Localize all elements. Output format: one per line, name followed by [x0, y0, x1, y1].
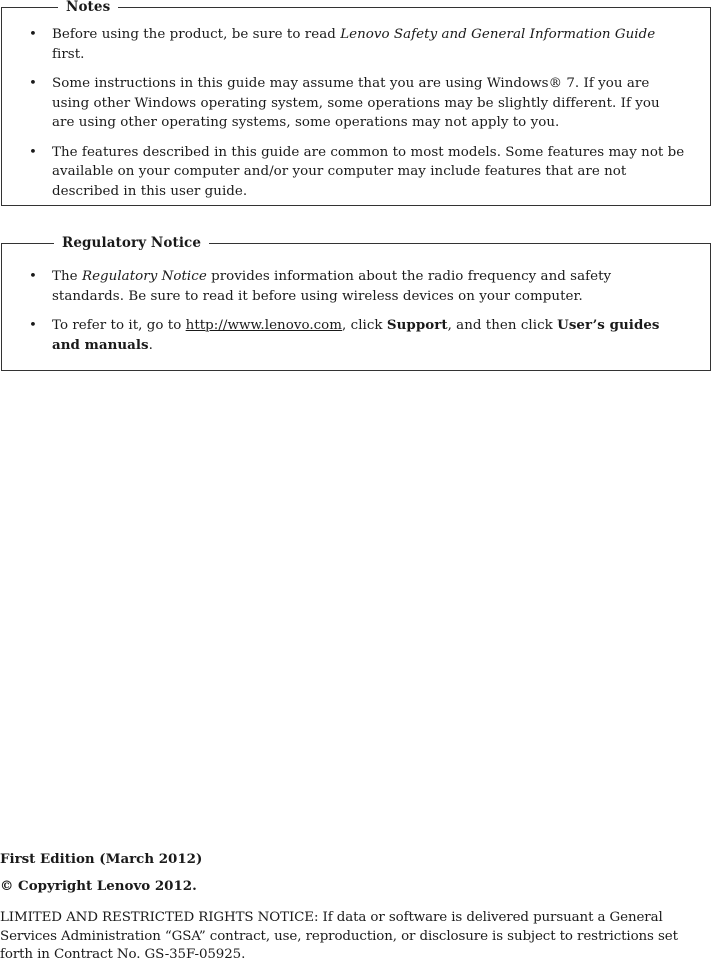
safety-guide-title: Lenovo Safety and General Information Guide: [340, 27, 656, 42]
reg-item-2-pre: To refer to it, go to: [52, 318, 186, 333]
list-item: [2, 267, 710, 306]
list-item: [2, 316, 710, 355]
edition-line: First Edition (March 2012): [0, 851, 203, 867]
notes-box: [1, 0, 711, 206]
regulatory-title: Regulatory Notice: [54, 234, 209, 252]
notes-item-1-post: first.: [52, 46, 85, 62]
list-item: [2, 143, 710, 202]
user-guides-label: User’s guides and manuals: [52, 317, 660, 353]
list-item: [2, 74, 710, 133]
bullet-icon: •: [29, 76, 37, 91]
reg-item-2-post: .: [148, 337, 153, 353]
notes-item-3-text: The features described in this guide are common to most models. Some features may not be available on your computer and/or your computer may include features that are not described in this user guide.: [52, 144, 685, 199]
regulatory-list: [2, 267, 710, 365]
reg-item-1-post: provides information about the radio frequency and safety standards. Be sure to read it before using wireless devices on your computer.: [52, 269, 612, 304]
notes-title: Notes: [58, 0, 118, 16]
lenovo-website-link[interactable]: http://www.lenovo.com: [185, 318, 343, 333]
reg-item-2-mid: , click: [342, 318, 387, 333]
bullet-icon: •: [29, 27, 37, 42]
support-label: Support: [386, 317, 448, 333]
regulatory-notice-title: Regulatory Notice: [81, 269, 207, 284]
regulatory-box: [1, 235, 711, 371]
bullet-icon: •: [29, 318, 37, 333]
notes-item-2-text: Some instructions in this guide may assume that you are using Windows® 7. If you are using other Windows operating system, some operations may be slightly different. If you are using other operating systems, some operations may not apply to you.: [52, 76, 660, 130]
notes-list: [2, 25, 710, 211]
reg-item-2-mid2: , and then click: [447, 318, 558, 333]
bullet-icon: •: [29, 144, 37, 160]
bullet-icon: •: [29, 269, 37, 284]
list-item: [2, 25, 710, 64]
notes-item-1-pre: Before using the product, be sure to read: [52, 27, 341, 42]
reg-item-1-pre: The: [52, 269, 82, 284]
rights-notice: LIMITED AND RESTRICTED RIGHTS NOTICE: If data or software is delivered pursuant a General Services Administration “GSA” contract, use, reproduction, or disclosure is subject to restrictions set forth in Contract No. GS-35F-05925.: [0, 910, 678, 962]
copyright-line: © Copyright Lenovo 2012.: [0, 877, 197, 894]
footer: [0, 850, 714, 965]
